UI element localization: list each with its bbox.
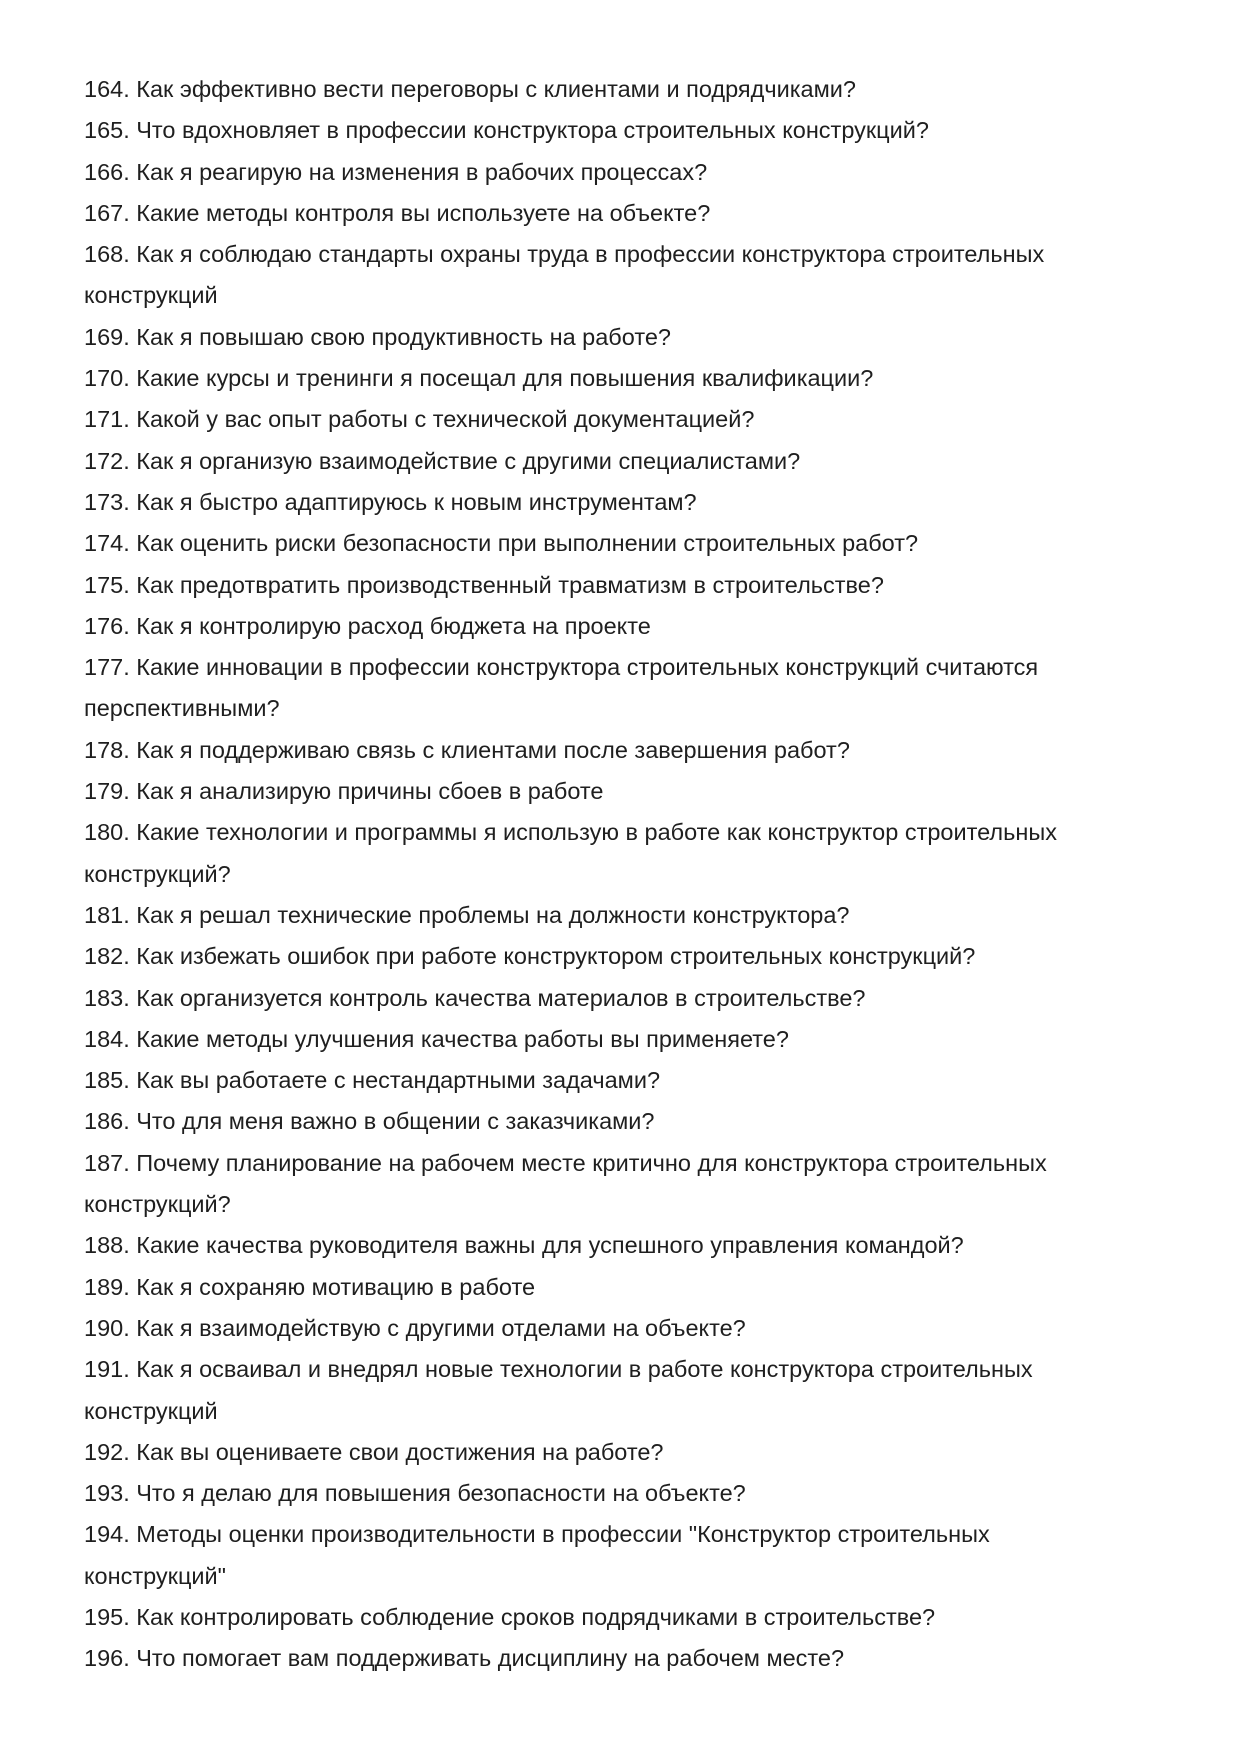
list-item-line: 196. Что помогает вам поддерживать дисциплину на рабочем месте? (84, 1645, 845, 1672)
list-item-line: 165. Что вдохновляет в профессии конструктора строительных конструкций? (84, 117, 929, 144)
list-item-line: 170. Какие курсы и тренинги я посещал для повышения квалификации? (84, 365, 874, 392)
list-item-line: 168. Как я соблюдаю стандарты охраны труда в профессии конструктора строительных (84, 241, 1045, 268)
list-item (84, 69, 1057, 110)
question-list (84, 69, 1057, 1680)
list-item (84, 1473, 1057, 1514)
list-item (84, 1225, 1057, 1266)
list-item (84, 1019, 1057, 1060)
list-item (84, 358, 1057, 399)
list-item (84, 152, 1057, 193)
list-item-line: 183. Как организуется контроль качества материалов в строительстве? (84, 984, 866, 1011)
list-item (84, 1060, 1057, 1101)
list-item (84, 317, 1057, 358)
list-item (84, 936, 1057, 977)
list-item (84, 1432, 1057, 1473)
list-item (84, 1308, 1057, 1349)
list-item-line: 171. Какой у вас опыт работы с технической документацией? (84, 406, 755, 433)
list-item-line: 180. Какие технологии и программы я использую в работе как конструктор строительных (84, 819, 1057, 846)
list-item-line: 178. Как я поддерживаю связь с клиентами после завершения работ? (84, 736, 850, 763)
list-item-line: конструкций? (84, 860, 231, 887)
list-item-line: 164. Как эффективно вести переговоры с клиентами и подрядчиками? (84, 76, 856, 102)
list-item (84, 1597, 1057, 1638)
list-item-line: 167. Какие методы контроля вы используете на объекте? (84, 199, 711, 226)
list-item-line: 192. Как вы оцениваете свои достижения на работе? (84, 1438, 664, 1465)
list-item-line: 172. Как я организую взаимодействие с другими специалистами? (84, 447, 801, 474)
list-item-line: 177. Какие инновации в профессии конструктора строительных конструкций считаются (84, 654, 1039, 681)
list-item (84, 606, 1057, 647)
list-item-line: 166. Как я реагирую на изменения в рабочих процессах? (84, 158, 708, 185)
list-item (84, 110, 1057, 151)
list-item (84, 771, 1057, 812)
list-item-line: 193. Что я делаю для повышения безопасности на объекте? (84, 1480, 746, 1507)
list-item (84, 895, 1057, 936)
list-item-line: 190. Как я взаимодействую с другими отделами на объекте? (84, 1314, 746, 1341)
list-item-line: 173. Как я быстро адаптируюсь к новым инструментам? (84, 488, 697, 515)
list-item-line: 194. Методы оценки производительности в профессии "Конструктор строительных (84, 1521, 990, 1548)
list-item (84, 730, 1057, 771)
list-item-line: 181. Как я решал технические проблемы на должности конструктора? (84, 901, 850, 928)
list-item (84, 1143, 1057, 1226)
list-item-line: 188. Какие качества руководителя важны для успешного управления командой? (84, 1232, 964, 1259)
list-item (84, 193, 1057, 234)
list-item (84, 647, 1057, 730)
list-item-line: 175. Как предотвратить производственный травматизм в строительстве? (84, 571, 884, 598)
list-item (84, 812, 1057, 895)
list-item-line: 195. Как контролировать соблюдение сроков подрядчиками в строительстве? (84, 1603, 936, 1630)
list-item (84, 234, 1057, 317)
list-item-line: конструкций (84, 282, 218, 309)
list-item (84, 1267, 1057, 1308)
list-item (84, 523, 1057, 564)
list-item-line: 191. Как я осваивал и внедрял новые технологии в работе конструктора строительных (84, 1356, 1033, 1383)
list-item-line: 179. Как я анализирую причины сбоев в работе (84, 778, 604, 805)
list-item-line: 174. Как оценить риски безопасности при выполнении строительных работ? (84, 530, 919, 557)
list-item (84, 565, 1057, 606)
list-item-line: конструкций (84, 1397, 218, 1424)
list-item-line: 184. Какие методы улучшения качества работы вы применяете? (84, 1025, 789, 1052)
list-item (84, 1514, 1057, 1597)
list-item (84, 1101, 1057, 1142)
list-item (84, 978, 1057, 1019)
list-item-line: 186. Что для меня важно в общении с заказчиками? (84, 1108, 655, 1135)
list-item-line: 176. Как я контролирую расход бюджета на проекте (84, 612, 651, 639)
list-item (84, 1638, 1057, 1679)
list-item-line: 169. Как я повышаю свою продуктивность на работе? (84, 323, 671, 350)
list-item (84, 482, 1057, 523)
list-item-line: конструкций? (84, 1191, 231, 1218)
list-item-line: 185. Как вы работаете с нестандартными задачами? (84, 1067, 661, 1094)
list-item-line: 182. Как избежать ошибок при работе конструктором строительных конструкций? (84, 943, 976, 970)
list-item-line: перспективными? (84, 695, 280, 722)
list-item (84, 1349, 1057, 1432)
list-item (84, 441, 1057, 482)
list-item-line: 187. Почему планирование на рабочем месте критично для конструктора строительных (84, 1149, 1047, 1176)
list-item (84, 399, 1057, 440)
list-item-line: конструкций" (84, 1562, 226, 1589)
list-item-line: 189. Как я сохраняю мотивацию в работе (84, 1273, 536, 1300)
